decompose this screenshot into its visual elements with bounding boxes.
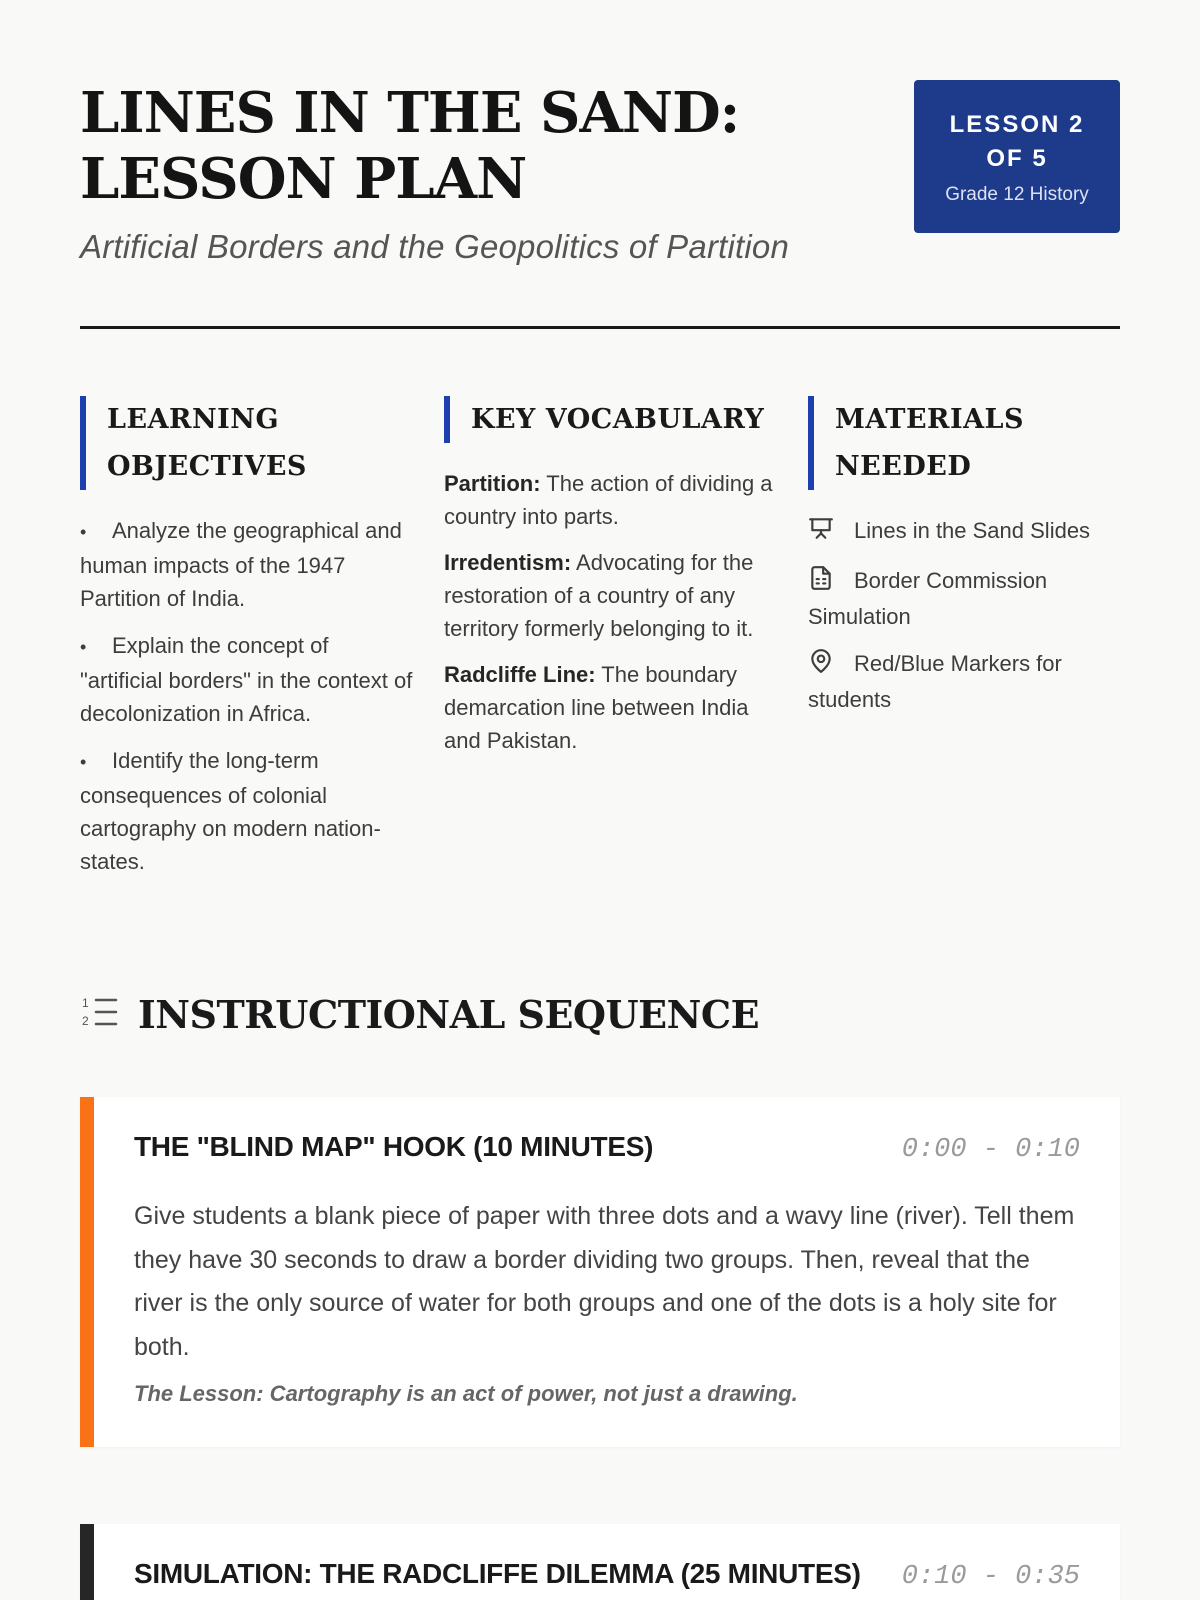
- materials-list: [808, 514, 1120, 716]
- bullet-icon: •: [80, 752, 87, 772]
- vocab-item: [444, 467, 778, 533]
- step-lesson-note: The Lesson: Cartography is an act of power, not just a drawing.: [134, 1381, 798, 1406]
- step-header: [134, 1131, 1080, 1165]
- step-header: [134, 1558, 1080, 1592]
- vocab-term: Radcliffe Line:: [444, 662, 596, 687]
- page-subtitle: Artificial Borders and the Geopolitics of Partition: [80, 228, 790, 265]
- list-item: • Explain the concept of "artificial borders" in the context of decolonization in Africa.: [80, 633, 413, 726]
- title-line-2: LESSON PLAN: [80, 146, 527, 212]
- step-time: 0:00 - 0:10: [901, 1135, 1080, 1165]
- materials-heading: MATERIALS NEEDED: [808, 396, 1120, 490]
- vocab-item: [444, 658, 778, 757]
- map-pin-icon: [808, 648, 854, 683]
- vocabulary-heading: KEY VOCABULARY: [444, 396, 778, 443]
- list-item: Lines in the Sand Slides: [808, 514, 1120, 550]
- vocab-item: [444, 546, 778, 645]
- objectives-section: [80, 396, 444, 892]
- vocab-definition: The action of dividing a country into parts.: [444, 471, 773, 529]
- list-item: Red/Blue Markers for students: [808, 647, 1120, 716]
- svg-text:2: 2: [82, 1014, 89, 1028]
- list-item: • Identify the long-term consequences of colonial cartography on modern nation-states.: [80, 748, 381, 874]
- step-title: THE "BLIND MAP" HOOK (10 MINUTES): [134, 1131, 654, 1162]
- step-description: Give students a blank piece of paper with three dots and a wavy line (river). Tell them they have 30 seconds to draw a border dividing two groups. Then, reveal that the river is the only source of water for both groups and one of the dots is a holy site for both.: [134, 1202, 1075, 1361]
- numbered-list-icon: [80, 994, 138, 1035]
- vocab-term: Partition:: [444, 471, 541, 496]
- list-item: • Analyze the geographical and human impacts of the 1947 Partition of India.: [80, 518, 402, 611]
- overview-columns: [80, 396, 1120, 892]
- svg-text:1: 1: [82, 996, 89, 1010]
- vocabulary-section: [444, 396, 808, 892]
- document-icon: [808, 565, 854, 600]
- bullet-icon: •: [80, 637, 87, 657]
- presentation-icon: [808, 515, 854, 550]
- header-divider: [80, 326, 1120, 329]
- vocab-term: Irredentism:: [444, 550, 572, 575]
- materials-section: [808, 396, 1120, 892]
- sequence-title: INSTRUCTIONAL SEQUENCE: [138, 992, 760, 1037]
- bullet-icon: •: [80, 522, 87, 542]
- step-time: 0:10 - 0:35: [901, 1562, 1080, 1592]
- vocab-definition: The boundary demarcation line between India and Pakistan.: [444, 662, 749, 753]
- sequence-step-card: [80, 1524, 1120, 1600]
- objectives-list: [80, 514, 414, 878]
- objectives-heading: LEARNING OBJECTIVES: [80, 396, 414, 490]
- vocab-definition: Advocating for the restoration of a country of any territory formerly belonging to it.: [444, 550, 754, 641]
- step-title: SIMULATION: THE RADCLIFFE DILEMMA (25 MINUTES): [134, 1558, 861, 1589]
- sequence-step-card: [80, 1097, 1120, 1447]
- vocabulary-list: [444, 467, 778, 757]
- page-header: [80, 80, 1120, 330]
- sequence-heading: [80, 992, 759, 1037]
- lesson-badge: [914, 80, 1120, 233]
- grade-label: Grade 12 History: [945, 184, 1089, 205]
- lesson-number: LESSON 2 OF 5: [949, 111, 1085, 172]
- page-title: [80, 80, 880, 212]
- list-item: Border Commission Simulation: [808, 564, 1120, 633]
- title-line-1: LINES IN THE SAND:: [80, 80, 740, 146]
